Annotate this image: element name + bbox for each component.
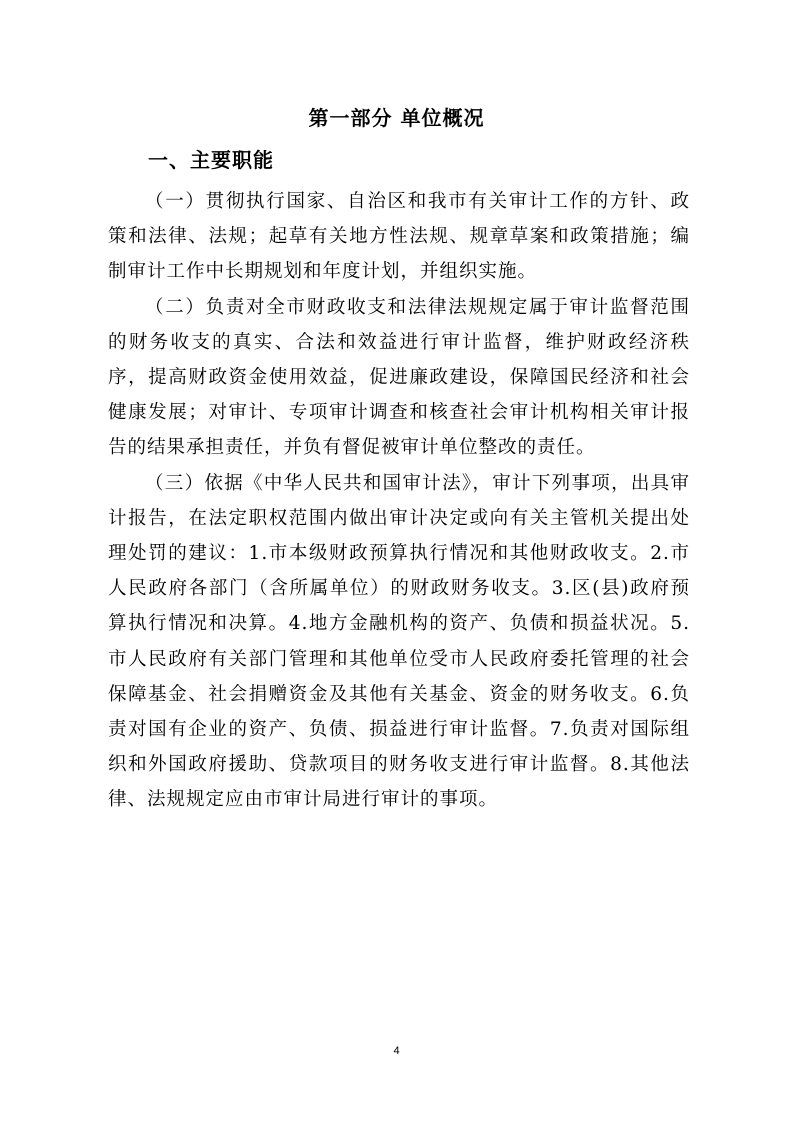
- paragraph-2: （二）负责对全市财政收支和法律法规规定属于审计监督范围的财务收支的真实、合法和效益进行审计监督，维护财政经济秩序，提高财政资金使用效益，促进廉政建设，保障国民经济和社会健康发展；对审计、专项审计调查和核查社会审计机构相关审计报告的结果承担责任，并负有督促被审计单位整改的责任。: [108, 296, 690, 459]
- paragraph-3: （三）依据《中华人民共和国审计法》，审计下列事项，出具审计报告，在法定职权范围内做出审计决定或向有关主管机关提出处理处罚的建议：1.市本级财政预算执行情况和其他财政收支。2.市人民政府各部门（含所属单位）的财政财务收支。3.区(县)政府预算执行情况和决算。4.地方金融机构的资产、负债和损益状况。5.市人民政府有关部门管理和其他单位受市人民政府委托管理的社会保障基金、社会捐赠资金及其他有关基金、资金的财务收支。6.负责对国有企业的资产、负债、损益进行审计监督。7.负责对国际组织和外国政府援助、贷款项目的财务收支进行审计监督。8.其他法律、法规规定应由市审计局进行审计的事项。: [108, 472, 690, 811]
- section-heading: 一、主要职能: [148, 148, 274, 172]
- document-body: [108, 184, 690, 818]
- page-title: 第一部分 单位概况: [308, 106, 485, 130]
- paragraph-1: （一）贯彻执行国家、自治区和我市有关审计工作的方针、政策和法律、法规；起草有关地方性法规、规章草案和政策措施；编制审计工作中长期规划和年度计划，并组织实施。: [108, 191, 690, 283]
- page-number: 4: [393, 1045, 400, 1057]
